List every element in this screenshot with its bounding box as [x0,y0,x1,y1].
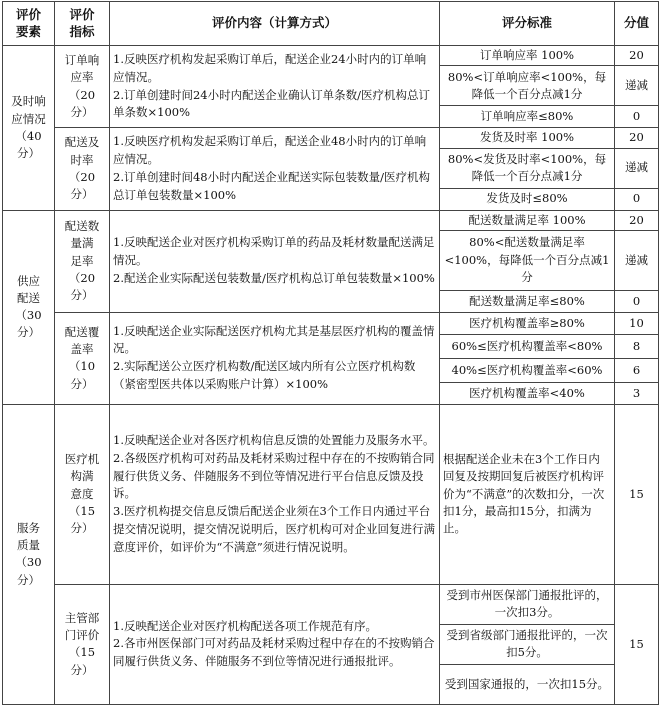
criterion: 医疗机构覆盖率≥80% [440,312,615,334]
score: 0 [615,106,659,128]
criterion: 80%<配送数量满足率<100%，每降低一个百分点减1分 [440,230,615,290]
criterion: 发货及时≤80% [440,188,615,210]
score: 6 [615,358,659,382]
table-row [3,46,659,66]
score: 0 [615,290,659,312]
header-standard: 评分标准 [440,2,615,46]
content-coverage: 1.反映配送企业实际配送医疗机构尤其是基层医疗机构的覆盖情况。 2.实际配送公立医疗机构数/配送区域内所有公立医疗机构数（紧密型医共体以采购账户计算）×100% [110,312,440,404]
indicator-quantity-fulfillment: 配送数 量满 足率 （20 分） [55,210,110,312]
indicator-authority-evaluation: 主管部 门评价 （15 分） [55,584,110,704]
header-element: 评价 要素 [3,2,55,46]
table-row [3,128,659,148]
score: 递减 [615,230,659,290]
criterion: 60%≤医疗机构覆盖率<80% [440,334,615,358]
content-authority-evaluation: 1.反映配送企业对医疗机构配送各项工作规范有序。 2.各市州医保部门可对药品及耗材采购过程中存在的不按购销合同履行供货义务、伴随服务不到位等情况进行通报批评。 [110,584,440,704]
score: 15 [615,404,659,584]
criterion: 订单响应率 100% [440,46,615,66]
criterion: 受到省级部门通报批评的，一次扣5分。 [440,624,615,664]
criterion: 80%<订单响应率<100%，每降低一个百分点减1分 [440,66,615,106]
indicator-delivery-timeliness: 配送及 时率 （20 分） [55,128,110,210]
indicator-coverage: 配送覆 盖率 （10 分） [55,312,110,404]
indicator-order-response: 订单响 应率 （20 分） [55,46,110,128]
criterion: 根据配送企业未在3个工作日内回复及按期回复后被医疗机构评价为“不满意”的次数扣分，一次扣1分，最高扣15分，扣满为止。 [440,404,615,584]
score: 15 [615,584,659,704]
evaluation-table [2,1,659,705]
score: 3 [615,382,659,404]
criterion: 80%<发货及时率<100%，每降低一个百分点减1分 [440,148,615,188]
header-indicator: 评价 指标 [55,2,110,46]
content-satisfaction: 1.反映配送企业对各医疗机构信息反馈的处置能力及服务水平。 2.各级医疗机构可对药品及耗材采购过程中存在的不按购销合同履行供货义务、伴随服务不到位等情况进行平台信息反馈及投诉。 3.医疗机构提交信息反馈后配送企业须在3个工作日内通过平台提交情况说明，提交情况说明后，医疗机构可对企业回复进行满意度评价，如评价为“不满意”须进行情况说明。 [110,404,440,584]
criterion: 订单响应率≤80% [440,106,615,128]
criterion: 40%≤医疗机构覆盖率<60% [440,358,615,382]
element-timely-response: 及时响 应情况 （40 分） [3,46,55,211]
criterion: 发货及时率 100% [440,128,615,148]
content-order-response: 1.反映医疗机构发起采购订单后，配送企业24小时内的订单响应情况。 2.订单创建时间24小时内配送企业确认订单条数/医疗机构总订单条数×100% [110,46,440,128]
criterion: 医疗机构覆盖率<40% [440,382,615,404]
indicator-satisfaction: 医疗机 构满 意度 （15 分） [55,404,110,584]
criterion: 受到市州医保部门通报批评的，一次扣3分。 [440,584,615,624]
table-row [3,404,659,584]
score: 20 [615,46,659,66]
header-score: 分值 [615,2,659,46]
score: 0 [615,188,659,210]
header-row [3,2,659,46]
table-row [3,210,659,230]
score: 10 [615,312,659,334]
content-delivery-timeliness: 1.反映医疗机构发起采购订单后，配送企业48小时内的订单响应情况。 2.订单创建时间48小时内配送企业配送实际包装数量/医疗机构总订单包装数量×100% [110,128,440,210]
table-row [3,584,659,624]
criterion: 配送数量满足率≤80% [440,290,615,312]
element-service-quality: 服务 质量 （30 分） [3,404,55,704]
score: 递减 [615,148,659,188]
element-supply-delivery: 供应 配送 （30 分） [3,210,55,404]
score: 递减 [615,66,659,106]
content-quantity-fulfillment: 1.反映配送企业对医疗机构采购订单的药品及耗材数量配送满足情况。 2.配送企业实际配送包装数量/医疗机构总订单包装数量×100% [110,210,440,312]
score: 20 [615,210,659,230]
score: 20 [615,128,659,148]
table-row [3,312,659,334]
criterion: 受到国家通报的，一次扣15分。 [440,664,615,704]
criterion: 配送数量满足率 100% [440,210,615,230]
score: 8 [615,334,659,358]
header-content: 评价内容（计算方式） [110,2,440,46]
